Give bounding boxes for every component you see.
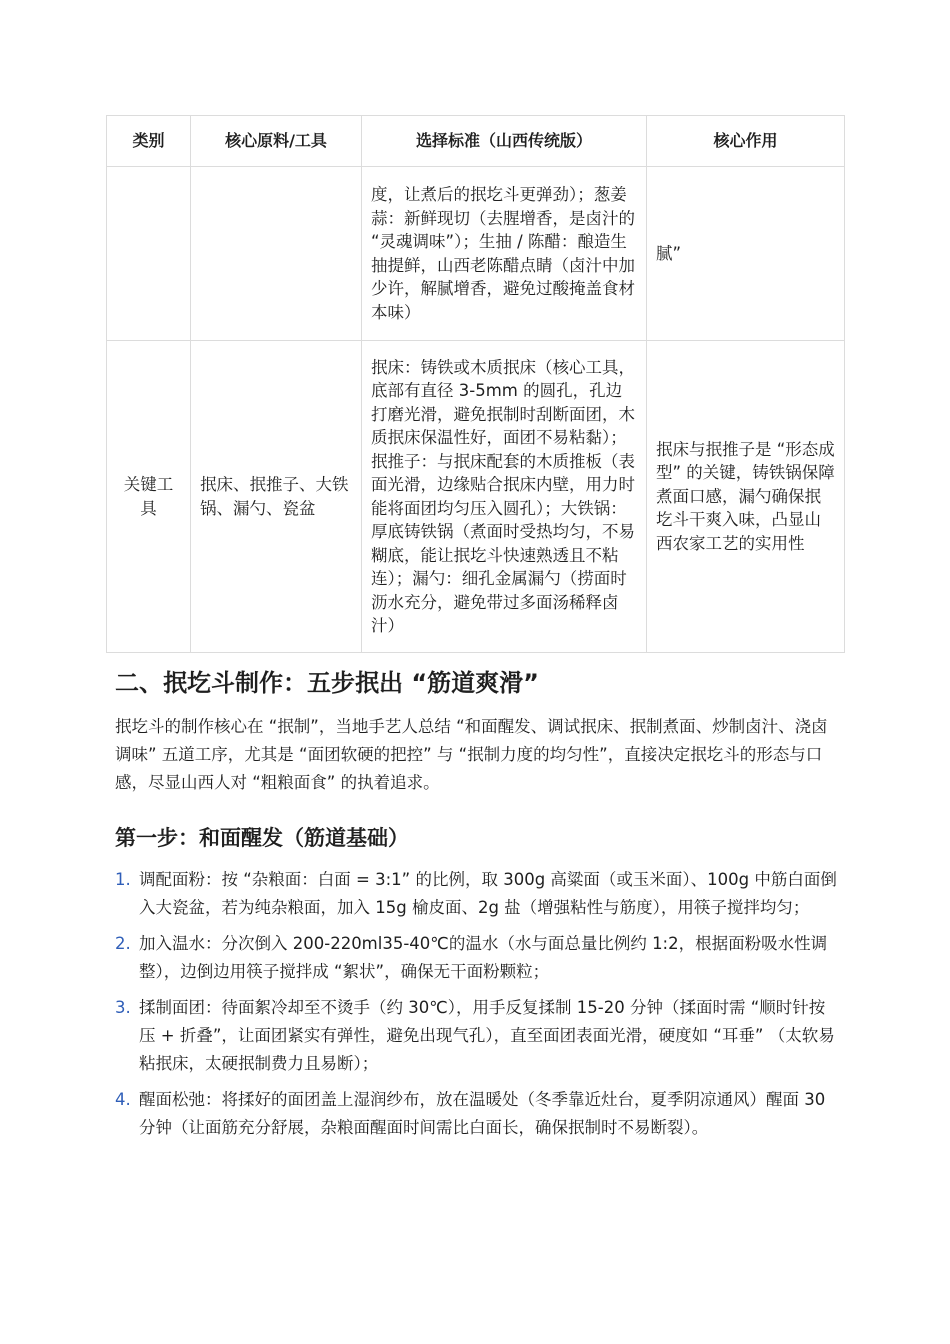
cell-standard: 度，让煮后的抿圪斗更弹劲）；葱姜蒜：新鲜现切（去腥增香，是卤汁的 “灵魂调味”）；生抽 / 陈醋：酿造生抽提鲜，山西老陈醋点睛（卤汁中加少许，解腻增香，避免过酸掩盖食材本味） bbox=[362, 167, 647, 341]
list-item bbox=[115, 994, 840, 1078]
list-item bbox=[115, 930, 840, 986]
list-item-number: 2. bbox=[115, 934, 131, 953]
cell-items bbox=[191, 167, 362, 341]
cell-category bbox=[107, 167, 191, 341]
list-item-text: 醒面松弛：将揉好的面团盖上湿润纱布，放在温暖处（冬季靠近灶台，夏季阴凉通风）醒面 30 分钟（让面筋充分舒展，杂粮面醒面时间需比白面长，确保抿制时不易断裂）。 bbox=[139, 1090, 826, 1137]
list-item-number: 3. bbox=[115, 998, 131, 1017]
cell-standard: 抿床：铸铁或木质抿床（核心工具，底部有直径 3-5mm 的圆孔，孔边打磨光滑，避免抿制时刮断面团，木质抿床保温性好，面团不易粘黏）；抿推子：与抿床配套的木质推板（表面光滑，边缘贴合抿床内壁，用力时能将面团均匀压入圆孔）；大铁锅：厚底铸铁锅（煮面时受热均匀，不易糊底，能让抿圪斗快速熟透且不粘连）；漏勺：细孔金属漏勺（捞面时沥水充分，避免带过多面汤稀释卤汁） bbox=[362, 341, 647, 653]
cell-role: 腻” bbox=[647, 167, 845, 341]
step-one-list bbox=[115, 866, 840, 1150]
list-item bbox=[115, 1086, 840, 1142]
table-header-row bbox=[107, 116, 845, 167]
ingredients-tools-table bbox=[106, 115, 845, 653]
list-item-number: 4. bbox=[115, 1090, 131, 1109]
header-category: 类别 bbox=[107, 116, 191, 167]
list-item-text: 调配面粉：按 “杂粮面：白面 = 3:1” 的比例，取 300g 高粱面（或玉米面）、100g 中筋白面倒入大瓷盆，若为纯杂粮面，加入 15g 榆皮面、2g 盐（增强粘性与筋度），用筷子搅拌均匀； bbox=[139, 870, 837, 917]
header-standard: 选择标准（山西传统版） bbox=[362, 116, 647, 167]
header-role: 核心作用 bbox=[647, 116, 845, 167]
table-row bbox=[107, 167, 845, 341]
list-item-number: 1. bbox=[115, 870, 131, 889]
section-intro-paragraph: 抿圪斗的制作核心在 “抿制”，当地手艺人总结 “和面醒发、调试抿床、抿制煮面、炒制卤汁、浇卤调味” 五道工序，尤其是 “面团软硬的把控” 与 “抿制力度的均匀性”，直接决定抿圪斗的形态与口感，尽显山西人对 “粗粮面食” 的执着追求。 bbox=[115, 717, 828, 792]
list-item bbox=[115, 866, 840, 922]
step-one-heading: 第一步：和面醒发（筋道基础） bbox=[115, 826, 409, 850]
cell-items: 抿床、抿推子、大铁锅、漏勺、瓷盆 bbox=[191, 341, 362, 653]
cell-category: 关键工具 bbox=[107, 341, 191, 653]
list-item-text: 揉制面团：待面絮冷却至不烫手（约 30℃），用手反复揉制 15-20 分钟（揉面时需 “顺时针按压 + 折叠”，让面团紧实有弹性，避免出现气孔），直至面团表面光滑，硬度如 “耳垂” （太软易粘抿床，太硬抿制费力且易断）； bbox=[139, 998, 835, 1073]
cell-role: 抿床与抿推子是 “形态成型” 的关键，铸铁锅保障煮面口感，漏勺确保抿圪斗干爽入味，凸显山西农家工艺的实用性 bbox=[647, 341, 845, 653]
list-item-text: 加入温水：分次倒入 200-220ml35-40℃的温水（水与面总量比例约 1:2，根据面粉吸水性调整），边倒边用筷子搅拌成 “絮状”，确保无干面粉颗粒； bbox=[139, 934, 828, 981]
header-items: 核心原料/工具 bbox=[191, 116, 362, 167]
section-heading: 二、抿圪斗制作：五步抿出 “筋道爽滑” bbox=[115, 669, 539, 697]
table-row bbox=[107, 341, 845, 653]
